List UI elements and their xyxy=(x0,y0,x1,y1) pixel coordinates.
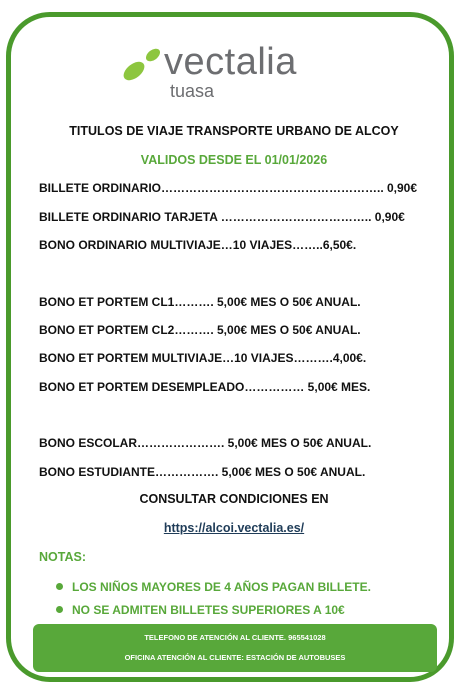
tariff-line: BONO ET PORTEM MULTIVIAJE…10 VIAJES……….4,00€. xyxy=(39,351,367,365)
note-text: LOS NIÑOS MAYORES DE 4 AÑOS PAGAN BILLETE. xyxy=(72,580,371,594)
validity-date: VALIDOS DESDE EL 01/01/2026 xyxy=(140,153,328,167)
brand-name: vectalia xyxy=(164,41,297,83)
bullet-icon xyxy=(56,606,63,613)
bullet-icon xyxy=(56,583,63,590)
tariff-line: BONO ESCOLAR…………………. 5,00€ MES O 50€ ANUAL. xyxy=(39,436,372,450)
tariff-line: BONO ESTUDIANTE……………. 5,00€ MES O 50€ ANUAL. xyxy=(39,465,366,479)
tariff-line: BILLETE ORDINARIO TARJETA ……………………………….. 0,90€ xyxy=(39,210,405,224)
note-text: NO SE ADMITEN BILLETES SUPERIORES A 10€ xyxy=(72,603,345,617)
brand-sub: tuasa xyxy=(170,81,215,101)
tariff-line: BONO ET PORTEM DESEMPLEADO…………… 5,00€ MES. xyxy=(39,380,371,394)
note-item xyxy=(56,580,371,594)
footer-office: OFICINA ATENCIÓN AL CLIENTE: ESTACIÓN DE AUTOBUSES xyxy=(124,653,346,662)
notes-heading: NOTAS: xyxy=(39,550,86,564)
footer-bar xyxy=(33,624,437,672)
consult-label: CONSULTAR CONDICIONES EN xyxy=(139,492,329,506)
tariff-line: BILLETE ORDINARIO……………………………………………….. 0,90€ xyxy=(39,181,418,195)
page-title: TITULOS DE VIAJE TRANSPORTE URBANO DE ALCOY xyxy=(69,124,399,138)
footer-phone: TELEFONO DE ATENCIÓN AL CLIENTE. 965541028 xyxy=(144,633,326,642)
vectalia-logo xyxy=(112,38,344,112)
note-item xyxy=(56,603,345,617)
website-link[interactable]: https://alcoi.vectalia.es/ xyxy=(163,521,305,535)
tariff-line: BONO ET PORTEM CL2………. 5,00€ MES O 50€ ANUAL. xyxy=(39,323,361,337)
tariff-line: BONO ET PORTEM CL1………. 5,00€ MES O 50€ ANUAL. xyxy=(39,295,361,309)
leaf-logo-icon xyxy=(120,44,164,88)
tariff-line: BONO ORDINARIO MULTIVIAJE…10 VIAJES……..6,50€. xyxy=(39,238,357,252)
